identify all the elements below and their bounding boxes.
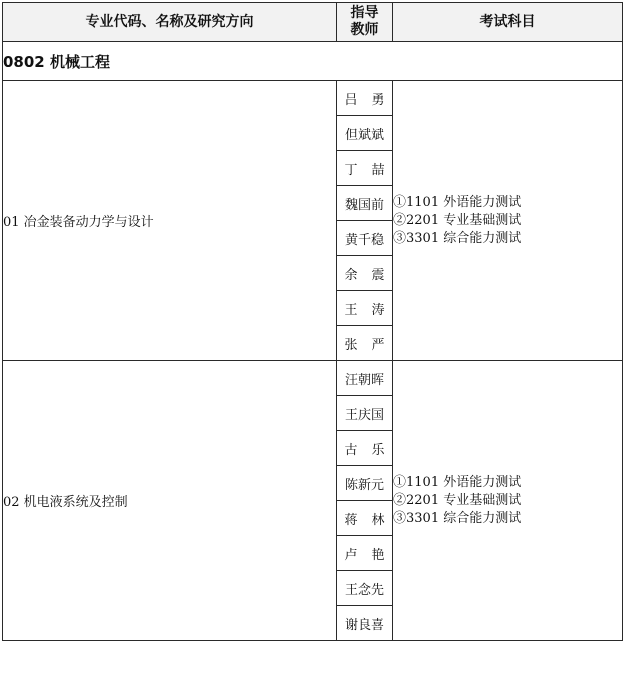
advisor-name: 黄千稳	[344, 232, 384, 248]
advisor-name: 丁喆	[344, 162, 399, 178]
advisor-cell	[337, 81, 399, 116]
advisor-cell	[337, 536, 399, 571]
advisor-cell	[337, 221, 393, 256]
advisor-name: 魏国前	[344, 197, 384, 213]
exam-item: ②2201 专业基础测试	[393, 492, 522, 508]
header-row	[3, 3, 623, 42]
advisor-name: 汪朝晖	[344, 372, 384, 388]
advisor-cell	[337, 571, 393, 606]
advisor-cell	[337, 116, 393, 151]
header-exam: 考试科目	[393, 3, 623, 42]
major-row	[3, 42, 623, 81]
advisor-name: 卢艳	[344, 547, 399, 563]
header-major: 专业代码、名称及研究方向	[3, 3, 337, 42]
advisor-cell	[337, 151, 399, 186]
exam-subjects	[393, 361, 623, 641]
advisor-cell	[337, 186, 393, 221]
advisor-name: 王涛	[344, 302, 399, 318]
advisor-cell	[337, 326, 399, 361]
advisor-name: 陈新元	[344, 477, 384, 493]
advisor-name: 余震	[344, 267, 399, 283]
advisor-cell	[337, 466, 393, 501]
direction-name: 02 机电液系统及控制	[3, 361, 337, 641]
advisor-name: 吕勇	[344, 92, 399, 108]
advisor-cell	[337, 396, 393, 431]
direction-name: 01 冶金装备动力学与设计	[3, 81, 337, 361]
exam-item: ③3301 综合能力测试	[393, 230, 522, 246]
exam-item: ①1101 外语能力测试	[393, 474, 522, 490]
exam-item: ③3301 综合能力测试	[393, 510, 522, 526]
advisor-name: 谢良喜	[344, 617, 384, 633]
header-advisor-line1: 指导	[350, 5, 379, 21]
header-advisor-line2: 教师	[350, 22, 379, 38]
advisor-cell	[337, 501, 399, 536]
advisor-name: 但斌斌	[344, 127, 384, 143]
advisor-cell	[337, 431, 399, 466]
advisor-name: 张严	[344, 337, 399, 353]
advisor-cell	[337, 291, 399, 326]
advisor-name: 蒋林	[344, 512, 399, 528]
advisor-cell	[337, 361, 393, 396]
advisor-row	[3, 81, 623, 116]
exam-item: ①1101 外语能力测试	[393, 194, 522, 210]
program-table	[2, 2, 623, 641]
exam-item: ②2201 专业基础测试	[393, 212, 522, 228]
header-advisor	[337, 3, 393, 42]
exam-subjects	[393, 81, 623, 361]
advisor-row	[3, 361, 623, 396]
major-title: 0802 机械工程	[3, 42, 623, 81]
advisor-cell	[337, 256, 399, 291]
advisor-name: 王庆国	[344, 407, 384, 423]
advisor-cell	[337, 606, 393, 641]
advisor-name: 王念先	[344, 582, 384, 598]
advisor-name: 古乐	[344, 442, 399, 458]
